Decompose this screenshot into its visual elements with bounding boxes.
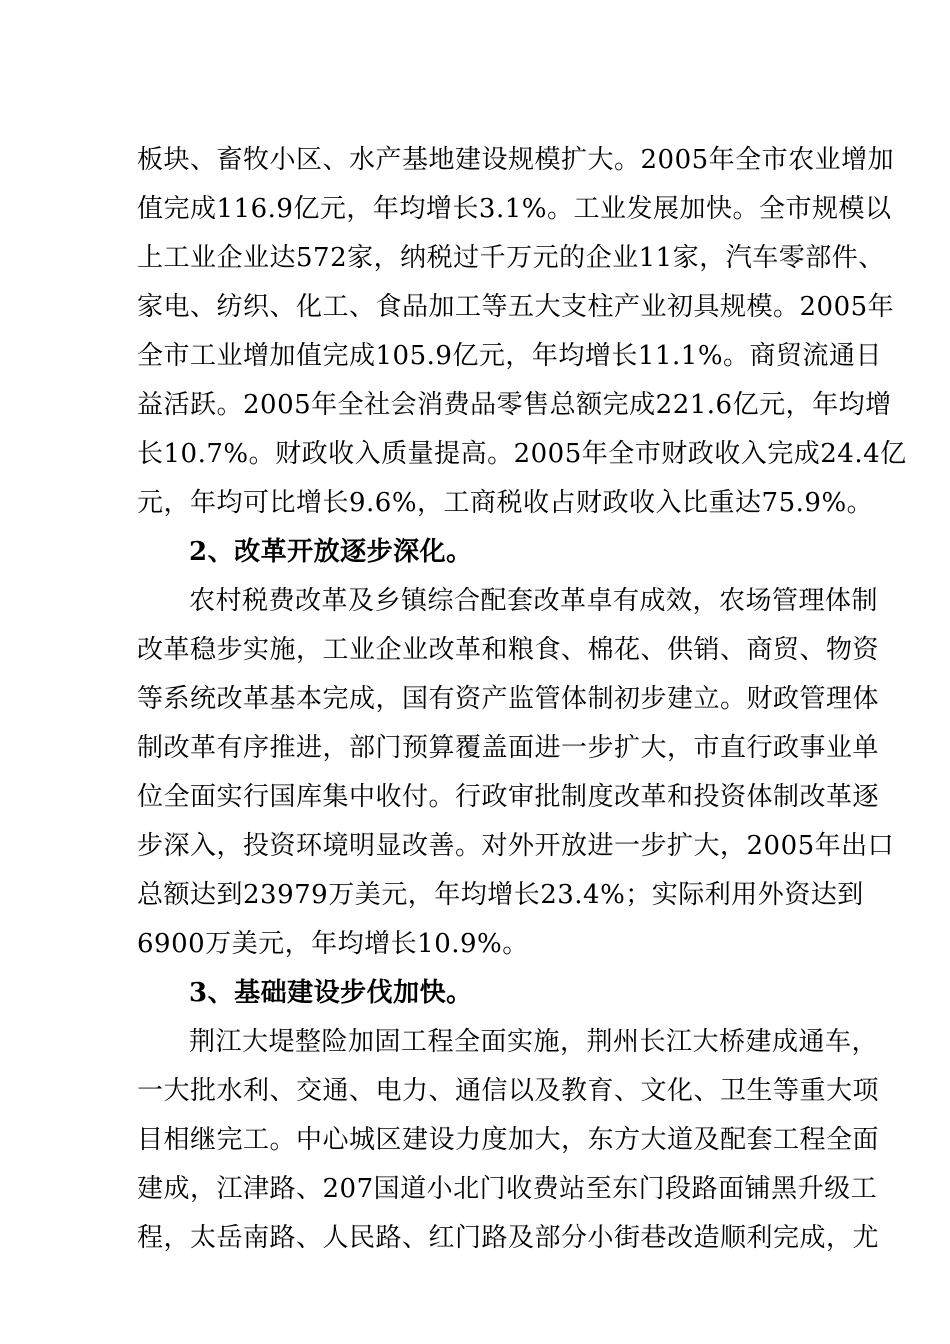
text-line: 制改革有序推进，部门预算覆盖面进一步扩大，市直行政事业单 [137,733,880,763]
document-page [137,136,907,1263]
text-line: 值完成116.9亿元，年均增长3.1%。工业发展加快。全市规模以 [137,194,892,224]
text-line: 步深入，投资环境明显改善。对外开放进一步扩大，2005年出口 [137,831,895,861]
paragraph-infrastructure [137,1018,880,1263]
text-line: 长10.7%。财政收入质量提高。2005年全市财政收入完成24.4亿 [137,439,907,469]
text-line: 上工业企业达572家，纳税过千万元的企业11家，汽车零部件、 [137,243,885,273]
text-line: 荆江大堤整险加固工程全面实施，荆州长江大桥建成通车， [189,1027,879,1057]
text-line: 6900万美元，年均增长10.9%。 [137,929,529,959]
text-line: 位全面实行国库集中收付。行政审批制度改革和投资体制改革逐 [137,782,880,812]
text-line: 改革稳步实施，工业企业改革和粮食、棉花、供销、商贸、物资 [137,635,880,665]
text-line: 程，太岳南路、人民路、红门路及部分小街巷改造顺利完成，尤 [137,1223,880,1253]
text-line: 农村税费改革及乡镇综合配套改革卓有成效，农场管理体制 [189,586,879,616]
text-line: 元，年均可比增长9.6%，工商税收占财政收入比重达75.9%。 [137,488,874,518]
text-line: 目相继完工。中心城区建设力度加大，东方大道及配套工程全面 [137,1125,880,1155]
paragraph-economy [137,136,907,528]
text-line: 等系统改革基本完成，国有资产监管体制初步建立。财政管理体 [137,684,880,714]
text-line: 全市工业增加值完成105.9亿元，年均增长11.1%。商贸流通日 [137,341,883,371]
section-heading-infrastructure: 3、基础建设步伐加快。 [189,978,473,1008]
text-line: 一大批水利、交通、电力、通信以及教育、文化、卫生等重大项 [137,1076,880,1106]
text-line: 板块、畜牧小区、水产基地建设规模扩大。2005年全市农业增加 [137,145,895,175]
text-line: 建成，江津路、207国道小北门收费站至东门段路面铺黑升级工 [137,1174,878,1204]
text-line: 益活跃。2005年全社会消费品零售总额完成221.6亿元，年均增 [137,390,892,420]
section-heading-reform: 2、改革开放逐步深化。 [189,537,473,567]
paragraph-reform [137,577,895,969]
text-line: 总额达到23979万美元，年均增长23.4%；实际利用外资达到 [137,880,864,910]
text-line: 家电、纺织、化工、食品加工等五大支柱产业初具规模。2005年 [137,292,895,322]
